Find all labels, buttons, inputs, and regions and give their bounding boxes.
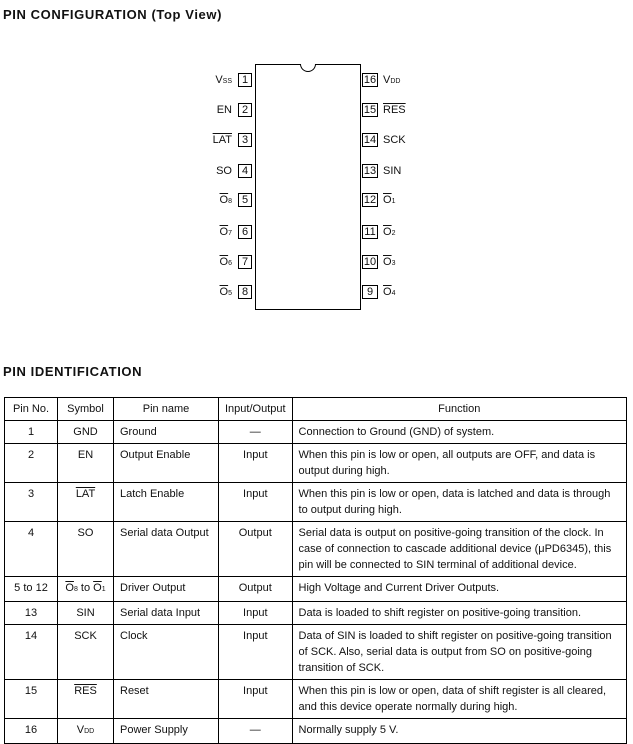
pin-label-subscript: 3 (391, 260, 396, 267)
cell-symbol: VDD (58, 719, 114, 744)
pin-label-text: $\overline{O}$ (383, 256, 392, 268)
cell-pin-name: Serial data Input (114, 602, 219, 625)
cell-function: When this pin is low or open, all outputs are OFF, and data is output during high. (292, 444, 626, 483)
table-row (5, 719, 627, 744)
cell-io: Output (219, 577, 293, 602)
pin-label-subscript: 8 (228, 198, 232, 205)
pin-label-subscript: 1 (391, 198, 396, 205)
cell-pin-no: 4 (5, 522, 58, 577)
cell-io: Input (219, 602, 293, 625)
table-row (5, 522, 627, 577)
pin-label-text: SIN (383, 165, 402, 177)
cell-io: Input (219, 444, 293, 483)
pin-configuration-title: PIN CONFIGURATION (Top View) (3, 7, 223, 22)
pin-number-1: 1 (238, 73, 252, 87)
cell-pin-name: Serial data Output (114, 522, 219, 577)
header-io: Input/Output (219, 398, 293, 421)
cell-symbol: $\overline{LAT}$ (58, 483, 114, 522)
pin-number-9: 9 (362, 285, 378, 299)
pin-number-12: 12 (363, 194, 377, 206)
table-row (5, 577, 627, 602)
pin-label-text: $\overline{O}$ (219, 256, 229, 268)
cell-io: — (219, 719, 293, 744)
pin-identification-table (4, 397, 627, 744)
pin-label-12 (383, 193, 443, 209)
cell-function: Normally supply 5 V. (292, 719, 626, 744)
cell-pin-name: Reset (114, 680, 219, 719)
cell-function: Serial data is output on positive-going transition of the clock. In case of connection to cascade additional device (μPD6345), this pin will be connected to SIN terminal of additional device. (292, 522, 626, 577)
pin-number-15: 15 (363, 104, 377, 116)
pin-label-9 (383, 285, 443, 301)
pin-label-subscript: 2 (391, 230, 396, 237)
cell-symbol: $\overline{RES}$ (58, 680, 114, 719)
pin-label-text: $\overline{RES}$ (383, 104, 406, 116)
pin-label-7 (172, 255, 232, 271)
cell-symbol: EN (58, 444, 114, 483)
pin-number-5: 5 (238, 193, 252, 207)
cell-pin-no: 2 (5, 444, 58, 483)
cell-io: Input (219, 483, 293, 522)
pin-label-10 (383, 255, 443, 271)
cell-pin-no: 13 (5, 602, 58, 625)
cell-pin-name: Driver Output (114, 577, 219, 602)
cell-symbol: SO (58, 522, 114, 577)
pin-label-6 (172, 225, 232, 241)
pin-label-5 (172, 193, 232, 209)
pin-label-subscript: 4 (391, 290, 396, 297)
table-row (5, 602, 627, 625)
pin-label-text: $\overline{O}$ (383, 226, 392, 238)
table-header-row (5, 398, 627, 421)
cell-pin-name: Power Supply (114, 719, 219, 744)
pin-label-subscript: 5 (228, 290, 232, 297)
cell-pin-no: 14 (5, 625, 58, 680)
cell-pin-name: Latch Enable (114, 483, 219, 522)
pin-identification-title: PIN IDENTIFICATION (3, 364, 143, 379)
pin-label-2 (172, 103, 232, 117)
cell-function: When this pin is low or open, data of shift register is all cleared, and this device operate normally during high. (292, 680, 626, 719)
cell-io: Output (219, 522, 293, 577)
table-row (5, 421, 627, 444)
pin-label-11 (383, 225, 443, 241)
pin-label-4 (172, 164, 232, 178)
cell-function: Data of SIN is loaded to shift register on positive-going transition of SCK. Also, serial data is output from SO on positive-going transition of SCK. (292, 625, 626, 680)
pin-number-6: 6 (238, 225, 252, 239)
cell-pin-no: 5 to 12 (5, 577, 58, 602)
table-row (5, 483, 627, 522)
cell-function: When this pin is low or open, data is latched and data is through to output during high. (292, 483, 626, 522)
pin-label-14 (383, 133, 443, 147)
cell-function: Connection to Ground (GND) of system. (292, 421, 626, 444)
pin-number-13: 13 (363, 165, 377, 177)
pin-number-10: 10 (363, 256, 377, 268)
pin-label-text: SO (216, 165, 232, 177)
pin-number-4: 4 (238, 164, 252, 178)
cell-pin-name: Ground (114, 421, 219, 444)
pin-label-text: $\overline{O}$ (383, 286, 392, 298)
pin-label-15 (383, 103, 443, 117)
pin-label-text: $\overline{O}$ (219, 226, 229, 238)
header-pin-name: Pin name (114, 398, 219, 421)
pin-number-3: 3 (238, 133, 252, 147)
pin-label-3 (172, 133, 232, 147)
pin-label-text: SCK (383, 134, 406, 146)
table-row (5, 625, 627, 680)
pin-label-16 (383, 73, 443, 89)
table-row (5, 444, 627, 483)
cell-io: — (219, 421, 293, 444)
pin-number-2: 2 (238, 103, 252, 117)
cell-pin-name: Output Enable (114, 444, 219, 483)
cell-function: Data is loaded to shift register on positive-going transition. (292, 602, 626, 625)
pin-label-text: $\overline{O}$ (219, 194, 229, 206)
cell-symbol: GND (58, 421, 114, 444)
pin-label-13 (383, 164, 443, 178)
pin-label-8 (172, 285, 232, 301)
cell-pin-name: Clock (114, 625, 219, 680)
cell-io: Input (219, 680, 293, 719)
cell-pin-no: 3 (5, 483, 58, 522)
header-pin-no: Pin No. (5, 398, 58, 421)
header-function: Function (292, 398, 626, 421)
cell-pin-no: 1 (5, 421, 58, 444)
cell-pin-no: 15 (5, 680, 58, 719)
pin-number-14: 14 (363, 134, 377, 146)
pin-label-1 (172, 73, 232, 89)
pin-number-16: 16 (363, 74, 377, 86)
cell-function: High Voltage and Current Driver Outputs. (292, 577, 626, 602)
pin-label-subscript: 7 (228, 230, 232, 237)
pin-label-subscript: SS (222, 78, 232, 85)
pin-label-text: $\overline{O}$ (383, 194, 392, 206)
cell-symbol: $\overline{O}8$ to $\overline{O}1$ (58, 577, 114, 602)
cell-io: Input (219, 625, 293, 680)
pin-label-text: $\overline{O}$ (219, 286, 229, 298)
pin-label-text: EN (216, 104, 232, 116)
table-row (5, 680, 627, 719)
header-symbol: Symbol (58, 398, 114, 421)
cell-symbol: SCK (58, 625, 114, 680)
cell-symbol: SIN (58, 602, 114, 625)
pin-label-text: V (383, 74, 391, 86)
pin-label-text: $\overline{LAT}$ (212, 134, 232, 146)
pin-number-7: 7 (238, 255, 252, 269)
ic-package (255, 64, 361, 310)
pin-number-11: 11 (362, 225, 378, 239)
pin-label-subscript: DD (390, 78, 401, 85)
pin-number-8: 8 (238, 285, 252, 299)
cell-pin-no: 16 (5, 719, 58, 744)
pin-label-subscript: 6 (228, 260, 232, 267)
pin-label-text: V (215, 74, 223, 86)
